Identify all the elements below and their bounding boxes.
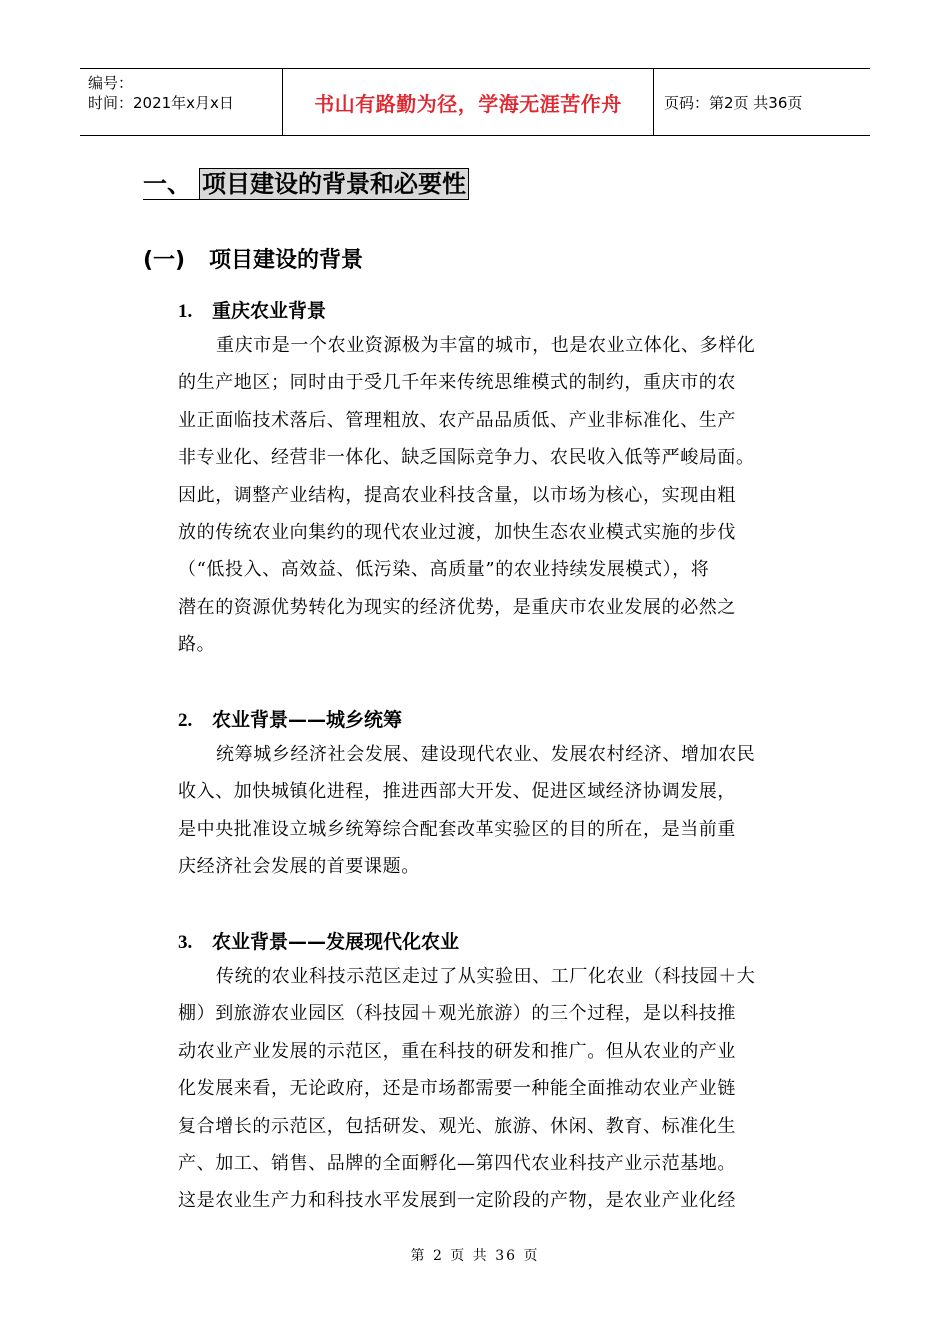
header-motto: 书山有路勤为径，学海无涯苦作舟 bbox=[282, 69, 654, 135]
paragraph-line: 产、加工、销售、品牌的全面孵化—第四代农业科技产业示范基地。 bbox=[178, 1153, 736, 1175]
heading-2-text: 项目建设的背景 bbox=[209, 248, 364, 273]
heading-2-number: (一) bbox=[143, 248, 186, 273]
header-meta bbox=[80, 69, 282, 135]
paragraph-line: 非专业化、经营非一体化、缺乏国际竞争力、农民收入低等严峻局面。 bbox=[178, 447, 755, 469]
heading-1-text: 项目建设的背景和必要性 bbox=[199, 168, 469, 200]
heading-1-number: 一、 bbox=[143, 169, 199, 200]
paragraph-line: 庆经济社会发展的首要课题。 bbox=[178, 856, 420, 878]
paragraph-line: 这是农业生产力和科技水平发展到一定阶段的产物，是农业产业化经 bbox=[178, 1190, 736, 1212]
paragraph-line: 收入、加快城镇化进程，推进西部大开发、促进区域经济协调发展， bbox=[178, 781, 736, 803]
paragraph-line: 复合增长的示范区，包括研发、观光、旅游、休闲、教育、标准化生 bbox=[178, 1115, 736, 1137]
header-code-label: 编号： bbox=[88, 74, 134, 92]
section-3-heading bbox=[178, 927, 459, 954]
paragraph-line: （“低投入、高效益、低污染、高质量”的农业持续发展模式），将 bbox=[178, 559, 710, 581]
section-2-paragraph bbox=[178, 736, 808, 886]
paragraph-line: 棚）到旅游农业园区（科技园＋观光旅游）的三个过程，是以科技推 bbox=[178, 1003, 736, 1025]
paragraph-line: 化发展来看，无论政府，还是市场都需要一种能全面推动农业产业链 bbox=[178, 1078, 736, 1100]
heading-level-2 bbox=[143, 243, 363, 274]
section-1-number: 1. bbox=[178, 301, 193, 322]
paragraph-line: 业正面临技术落后、管理粗放、农产品品质低、产业非标准化、生产 bbox=[178, 409, 736, 431]
heading-level-1 bbox=[143, 168, 469, 200]
header-time-label: 时间：2021年x月x日 bbox=[88, 94, 234, 112]
section-2-title: 农业背景——城乡统筹 bbox=[212, 709, 403, 731]
page-footer: 第 2 页 共 36 页 bbox=[410, 1248, 540, 1264]
paragraph-line: 动农业产业发展的示范区，重在科技的研发和推广。但从农业的产业 bbox=[178, 1040, 736, 1062]
paragraph-line: 潜在的资源优势转化为现实的经济优势，是重庆市农业发展的必然之 bbox=[178, 596, 736, 618]
section-2-heading bbox=[178, 705, 402, 732]
paragraph-line: 是中央批准设立城乡统筹综合配套改革实验区的目的所在，是当前重 bbox=[178, 818, 736, 840]
paragraph-line: 路。 bbox=[178, 634, 216, 656]
section-2-number: 2. bbox=[178, 710, 193, 731]
section-3-paragraph bbox=[178, 958, 808, 1220]
paragraph-line: 因此，调整产业结构，提高农业科技含量，以市场为核心，实现由粗 bbox=[178, 484, 736, 506]
paragraph-line: 重庆市是一个农业资源极为丰富的城市，也是农业立体化、多样化 bbox=[216, 335, 756, 356]
paragraph-line: 放的传统农业向集约的现代农业过渡，加快生态农业模式实施的步伐 bbox=[178, 522, 736, 544]
paragraph-line: 统筹城乡经济社会发展、建设现代农业、发展农村经济、增加农民 bbox=[216, 744, 756, 765]
section-1-title: 重庆农业背景 bbox=[212, 300, 327, 322]
paragraph-line: 的生产地区；同时由于受几千年来传统思维模式的制约，重庆市的农 bbox=[178, 372, 736, 394]
section-3-number: 3. bbox=[178, 932, 193, 953]
section-3-title: 农业背景——发展现代化农业 bbox=[212, 931, 460, 953]
page-header bbox=[80, 68, 870, 136]
section-1-heading bbox=[178, 296, 326, 323]
header-page-info: 页码：第2页 共36页 bbox=[664, 93, 803, 112]
paragraph-line: 传统的农业科技示范区走过了从实验田、工厂化农业（科技园＋大 bbox=[216, 966, 756, 987]
section-1-paragraph bbox=[178, 327, 808, 664]
